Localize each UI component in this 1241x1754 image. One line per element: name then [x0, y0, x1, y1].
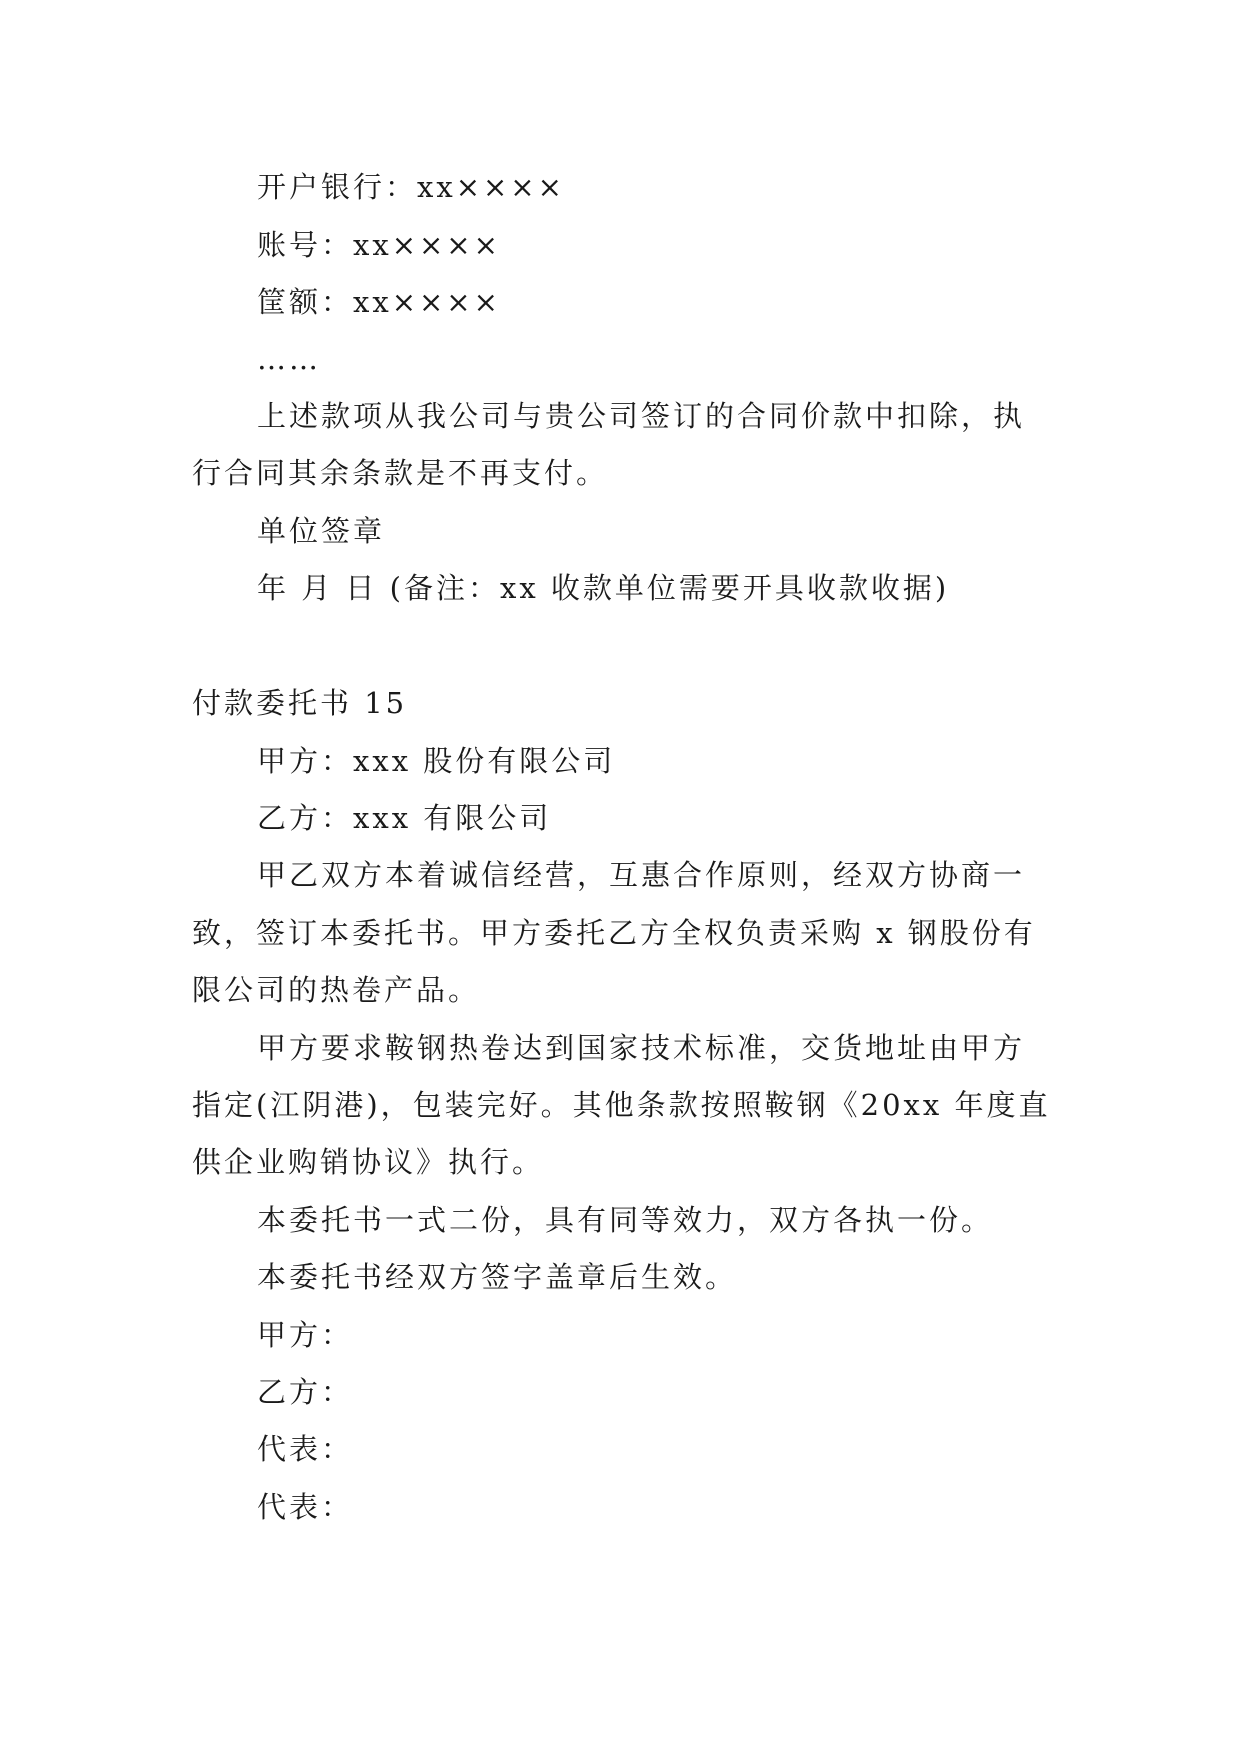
paragraph-4: 本委托书经双方签字盖章后生效。: [257, 1260, 738, 1294]
deduction-line-1: 上述款项从我公司与贵公司签订的合同价款中扣除，执: [257, 399, 1026, 433]
party-a-line: 甲方：xxx 股份有限公司: [257, 744, 616, 778]
ellipsis: ……: [257, 342, 321, 376]
signature-party-a: 甲方：: [257, 1318, 354, 1352]
paragraph-2-line-1: 甲方要求鞍钢热卷达到国家技术标准，交货地址由甲方: [257, 1031, 1026, 1065]
paragraph-1-line-2: 致，签订本委托书。甲方委托乙方全权负责采购 x 钢股份有: [192, 916, 1036, 950]
paragraph-2-line-2: 指定(江阴港)，包装完好。其他条款按照鞍钢《20xx 年度直: [192, 1088, 1051, 1122]
paragraph-3: 本委托书一式二份，具有同等效力，双方各执一份。: [257, 1203, 994, 1237]
party-b-line: 乙方：xxx 有限公司: [257, 801, 552, 835]
account-line: 账号：xx××××: [257, 228, 501, 262]
paragraph-2-line-3: 供企业购销协议》执行。: [192, 1145, 545, 1179]
seal-line: 单位签章: [257, 514, 386, 548]
signature-party-b: 乙方：: [257, 1375, 354, 1409]
paragraph-1-line-1: 甲乙双方本着诚信经营，互惠合作原则，经双方协商一: [257, 858, 1026, 892]
section-title: 付款委托书 15: [192, 686, 408, 720]
deduction-line-2: 行合同其余条款是不再支付。: [192, 456, 609, 490]
bank-line: 开户银行：xx××××: [257, 170, 565, 204]
amount-line: 筐额：xx××××: [257, 285, 501, 319]
representative-2: 代表：: [257, 1490, 354, 1524]
date-line: 年 月 日 (备注：xx 收款单位需要开具收款收据): [257, 571, 950, 605]
paragraph-1-line-3: 限公司的热卷产品。: [192, 973, 481, 1007]
representative-1: 代表：: [257, 1432, 354, 1466]
